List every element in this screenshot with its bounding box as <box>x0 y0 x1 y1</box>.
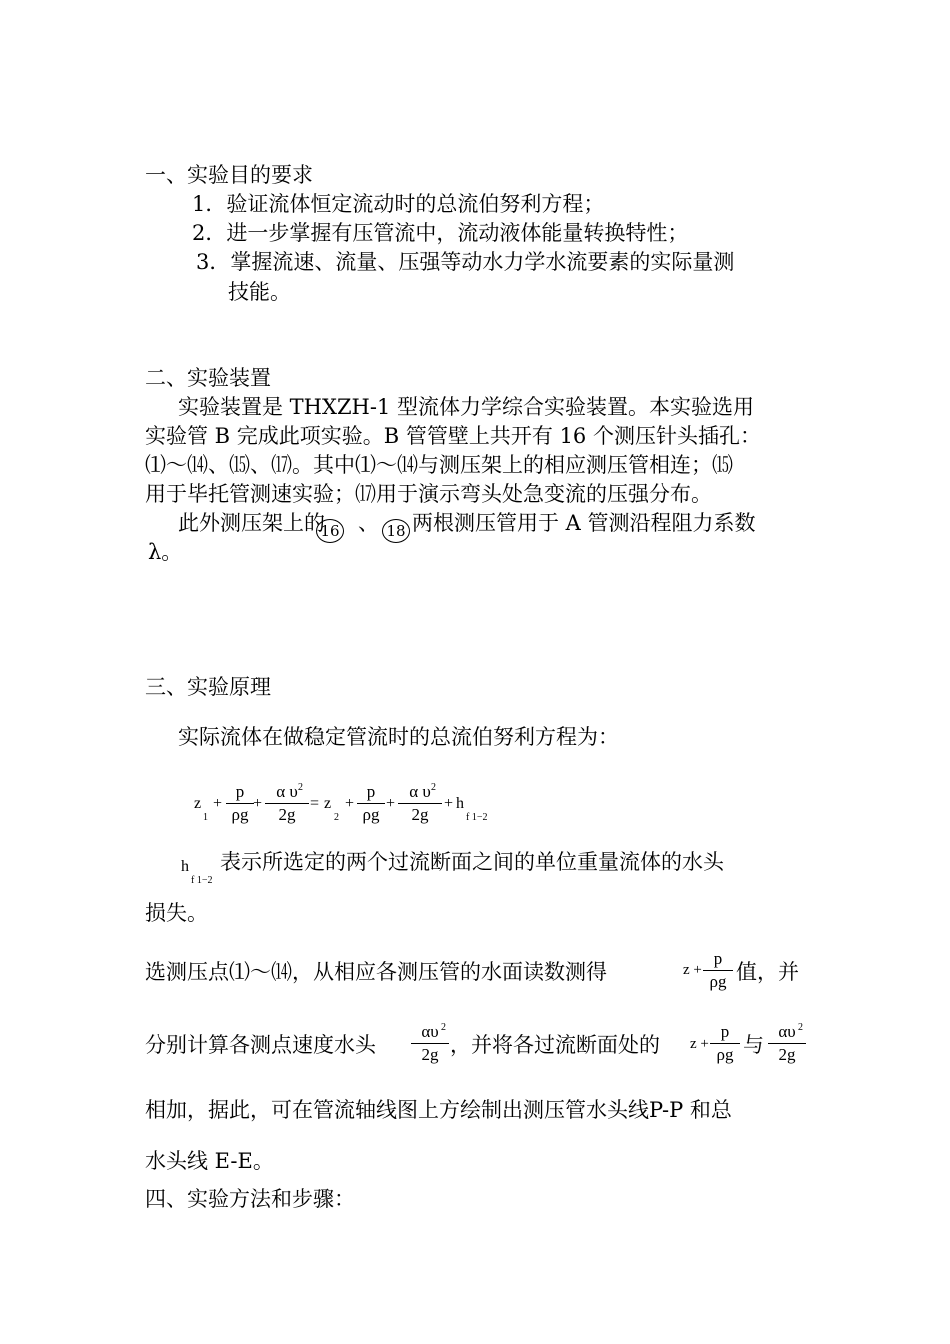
para1-zplus: z + <box>683 962 702 978</box>
goal-item-3-cont: 技能。 <box>228 280 291 304</box>
principle-intro: 实际流体在做稳定管流时的总流伯努利方程为： <box>178 725 619 749</box>
hf-symbol: h <box>181 858 189 875</box>
para3: 相加，据此，可在管流轴线图上方绘制出测压管水头线P-P 和总 <box>145 1098 732 1122</box>
eq-p2-frac: p ρg <box>357 783 385 824</box>
apparatus-line-3: ⑴～⒁、⒂、⒄。其中⑴～⒁与测压架上的相应测压管相连；⒂ <box>145 453 733 477</box>
apparatus-line-5b: 两根测压管用于 A 管测沿程阻力系数 <box>412 511 756 535</box>
eq-equals: = <box>310 795 320 812</box>
para2-zplus: z + <box>690 1036 709 1052</box>
goal-item-2: 2．进一步掌握有压管流中，流动液体能量转换特性； <box>192 221 689 245</box>
para2-sq-1: 2 <box>441 1022 446 1033</box>
eq-z2-sub: 2 <box>334 812 339 823</box>
goal-item-3: 3．掌握流速、流量、压强等动水力学水流要素的实际量测 <box>196 250 735 274</box>
para4: 水头线 E-E。 <box>145 1149 274 1173</box>
eq-z1: z <box>194 795 202 812</box>
para1-b: 值，并 <box>736 960 799 984</box>
eq-plus-1: + <box>213 795 223 812</box>
eq-plus-4: + <box>386 795 396 812</box>
eq-v2-frac: α υ 2g <box>398 783 442 824</box>
hf-description: 表示所选定的两个过流断面之间的单位重量流体的水头 <box>220 850 724 874</box>
hf-symbol-sub: f 1−2 <box>191 875 213 886</box>
para2-c: 与 <box>743 1033 764 1057</box>
eq-z1-sub: 1 <box>203 812 208 823</box>
goal-item-1: 1．验证流体恒定流动时的总流伯努利方程； <box>192 192 605 216</box>
eq-h: h <box>456 795 464 812</box>
apparatus-line-5-sep: 、 <box>358 511 379 535</box>
para2-frac-v2: αυ 2g <box>768 1023 806 1064</box>
apparatus-line-5a: 此外测压架上的 <box>178 511 325 535</box>
section1-heading: 一、实验目的要求 <box>145 163 313 187</box>
apparatus-line-6: λ。 <box>148 540 183 564</box>
apparatus-line-2: 实验管 B 完成此项实验。B 管管壁上共开有 16 个测压针头插孔： <box>145 424 761 448</box>
para2-a: 分别计算各测点速度水头 <box>145 1033 376 1057</box>
eq-v1-frac: α υ 2g <box>265 783 309 824</box>
apparatus-line-1: 实验装置是 THXZH-1 型流体力学综合实验装置。本实验选用 <box>178 395 754 419</box>
eq-v2-sq: 2 <box>431 782 436 793</box>
section4-heading: 四、实验方法和步骤： <box>145 1187 355 1211</box>
overlay-18: 18 <box>382 512 410 542</box>
eq-v1-sq: 2 <box>298 782 303 793</box>
para2-frac-p: p ρg <box>710 1023 740 1064</box>
overlay-16: 16 <box>316 512 344 542</box>
eq-plus-5: + <box>444 795 454 812</box>
para1-frac: p ρg <box>703 950 733 991</box>
eq-h-sub: f 1−2 <box>466 812 488 823</box>
eq-plus-3: + <box>345 795 355 812</box>
para2-b: ，并将各过流断面处的 <box>450 1033 660 1057</box>
para1-a: 选测压点⑴～⒁，从相应各测压管的水面读数测得 <box>145 960 607 984</box>
hf-description-cont: 损失。 <box>145 901 208 925</box>
section2-heading: 二、实验装置 <box>145 366 271 390</box>
para2-frac-v: αυ 2g <box>411 1023 449 1064</box>
eq-plus-2: + <box>253 795 263 812</box>
section3-heading: 三、实验原理 <box>145 675 271 699</box>
eq-p1-frac: p ρg <box>226 783 254 824</box>
para2-sq-2: 2 <box>798 1022 803 1033</box>
eq-z2: z <box>324 795 332 812</box>
apparatus-line-4: 用于毕托管测速实验；⒄用于演示弯头处急变流的压强分布。 <box>145 482 712 506</box>
